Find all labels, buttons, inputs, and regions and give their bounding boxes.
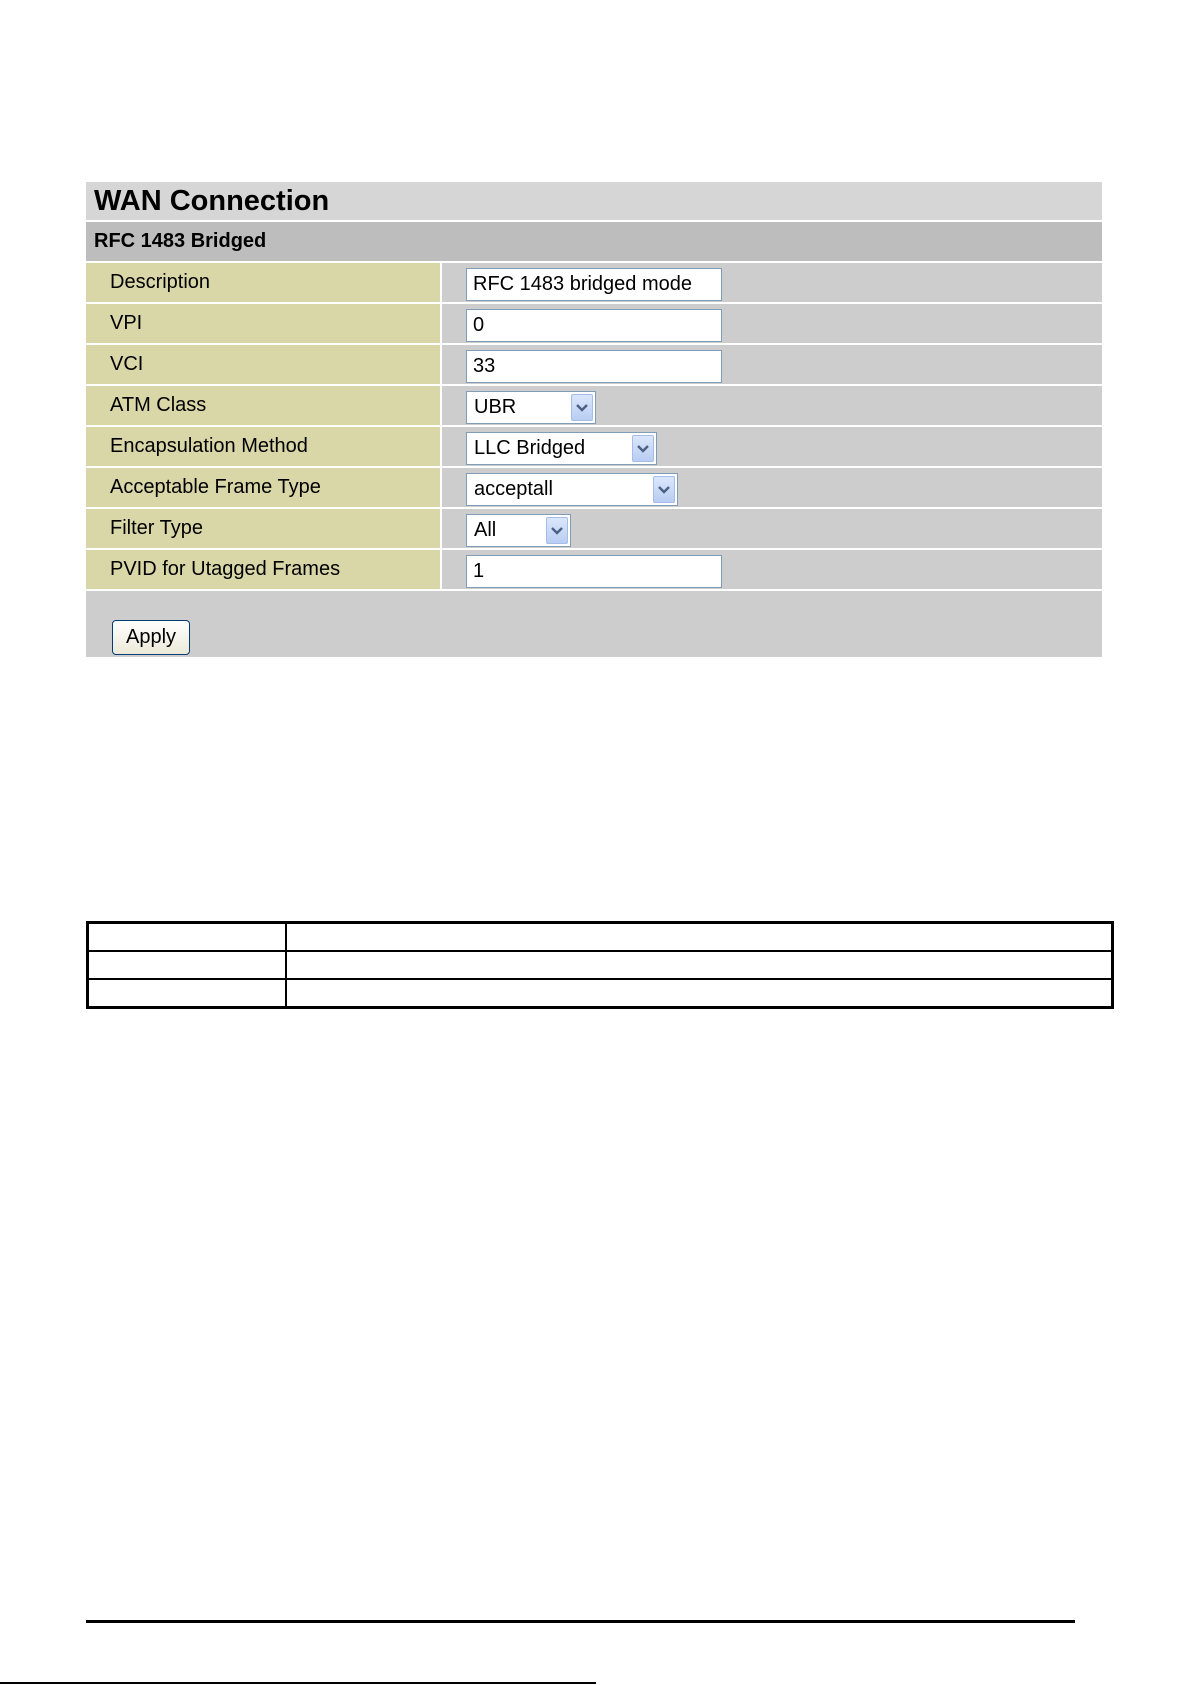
pvid-cell [442, 550, 1102, 589]
vpi-cell [442, 304, 1102, 343]
description-row [86, 263, 1102, 304]
filter-type-cell [442, 509, 1102, 548]
frame-type-row [86, 468, 1102, 509]
pvid-row [86, 550, 1102, 591]
filter-type-value: All [474, 519, 497, 541]
vpi-label: VPI [86, 304, 442, 343]
atm-class-select[interactable] [466, 391, 596, 424]
apply-button[interactable]: Apply [112, 620, 190, 655]
description-input[interactable] [466, 268, 722, 301]
table-row [88, 951, 1113, 979]
encapsulation-row [86, 427, 1102, 468]
empty-table [86, 921, 1114, 1009]
encapsulation-value: LLC Bridged [474, 437, 586, 459]
encapsulation-label: Encapsulation Method [86, 427, 442, 466]
frame-type-select[interactable] [466, 473, 678, 506]
table-row [88, 979, 1113, 1008]
description-cell [442, 263, 1102, 302]
encapsulation-cell [442, 427, 1102, 466]
button-row [86, 591, 1102, 657]
chevron-down-icon[interactable] [632, 435, 654, 462]
wan-connection-panel [86, 182, 1102, 657]
section-subtitle: RFC 1483 Bridged [86, 222, 1102, 263]
vpi-input[interactable] [466, 309, 722, 342]
atm-class-cell [442, 386, 1102, 425]
table-cell [88, 951, 287, 979]
vci-row [86, 345, 1102, 386]
atm-class-value: UBR [474, 396, 517, 418]
pvid-input[interactable] [466, 555, 722, 588]
frame-type-value: acceptall [474, 478, 553, 500]
vci-label: VCI [86, 345, 442, 384]
table-row [88, 923, 1113, 952]
footnote-divider [0, 1682, 596, 1684]
page-title: WAN Connection [86, 182, 1102, 222]
vpi-row [86, 304, 1102, 345]
filter-type-row [86, 509, 1102, 550]
chevron-down-icon[interactable] [571, 394, 593, 421]
description-label: Description [86, 263, 442, 302]
pvid-label: PVID for Utagged Frames [86, 550, 442, 589]
table-cell [286, 951, 1113, 979]
table-cell [286, 923, 1113, 952]
frame-type-cell [442, 468, 1102, 507]
chevron-down-icon[interactable] [653, 476, 675, 503]
filter-type-select[interactable] [466, 514, 571, 547]
filter-type-label: Filter Type [86, 509, 442, 548]
frame-type-label: Acceptable Frame Type [86, 468, 442, 507]
atm-class-label: ATM Class [86, 386, 442, 425]
table-cell [286, 979, 1113, 1008]
table-cell [88, 979, 287, 1008]
vci-input[interactable] [466, 350, 722, 383]
atm-class-row [86, 386, 1102, 427]
encapsulation-select[interactable] [466, 432, 657, 465]
chevron-down-icon[interactable] [546, 517, 568, 544]
table-cell [88, 923, 287, 952]
footer-divider [86, 1620, 1075, 1623]
vci-cell [442, 345, 1102, 384]
